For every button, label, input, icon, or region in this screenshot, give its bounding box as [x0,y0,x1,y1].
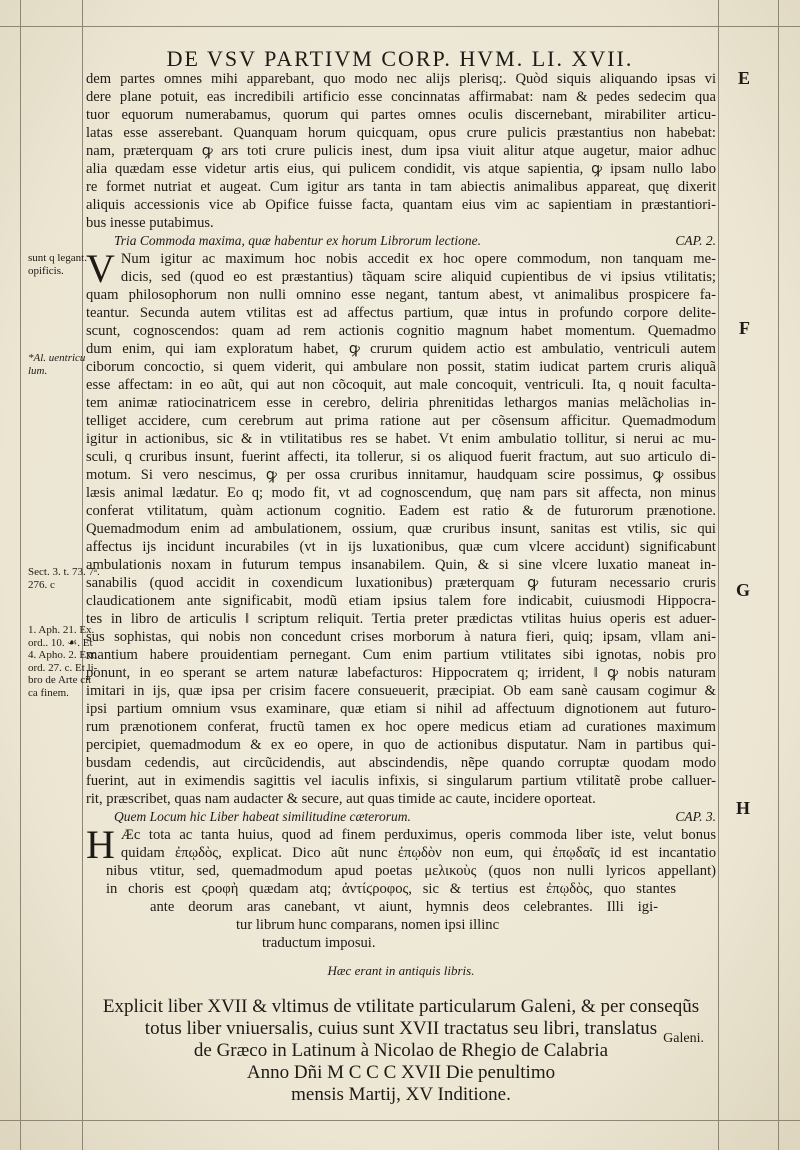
margin-note-line: lum. [28,364,48,377]
text-line: Quemadmodum enim ad ambulationem, ossium, quæ cruribus insunt, sanitas est vtilis, sic qui [86,521,716,537]
margin-note-line: ca finem. [28,686,69,699]
text-line: traductum imposui. [262,935,376,951]
ruling-line [0,26,800,27]
text-line: quam philosophorum non nulli omnino esse negant, tantum abest, vt animalibus prospicere fa- [86,287,716,303]
text-line: quidam ἐπῳδὸς, explicat. Dico aũt nunc ἐπῳδὸν non eum, qui ἐπῳδαῖς id est incantatio [120,845,716,861]
margin-note-line: opificis. [28,264,64,277]
margin-note [28,252,87,277]
text-line: sus sophistas, qui nobis non concedunt crises morborum à natura fieri, quiq; ipsam, vllam ani- [86,629,716,645]
text-line: percipiet, quemadmodum & ex eo opere, in quo de actionibus disputatur. Nam in partibus qui- [86,737,716,753]
text-line: ambulationis noxam in futurum tempus insanabilem. Quin, & si sine vlcere luxatio maneat in- [86,557,716,573]
text-line: telliget accidere, cum cerebrum aut prima ratione aut per cõsensum afficitur. Quemadmodum [86,413,716,429]
signature-mark: E [737,68,750,88]
text-line: claudicationem ante significabit, modũ etiam ipsius talem fore indicabit, cuiusmodi Hippocra- [86,593,716,609]
text-column [86,70,716,1106]
text-line: tes in libro de articulis ‖ scriptum reliquit. Tertia preter prædictas vtilitas huius operis est aduer- [86,611,716,627]
chapter-heading-title: Tria Commoda maxima, quæ habentur ex horum Librorum lectione. [114,233,481,248]
text-line: dere plane potuit, eas incredibili artificio esse concinnatas affirmabat: nam & pedes sedecim qua [86,89,716,105]
text-line: imitari in ijs, quæ ipsa per crisim facere consueuerit, præcipiat. Ob eam sanè causam cogimur & [86,683,716,699]
ruling-line [0,1120,800,1121]
paragraph-1 [86,70,716,232]
margin-note-line: Sect. 3. t. 73. 7ᵃ. [28,566,100,578]
chapter-3-heading [86,808,716,826]
text-line: dem partes omnes mihi apparebant, quo modo nec alijs plerisq;. Quòd siquis aliquando ipsas vi [86,71,716,87]
chapter-2-body [86,250,716,808]
text-line: alia quædam esse videtur artis eius, qui pulicem condidit, vis atque sapientia, ꝙ ipsam nullo labo [86,161,716,177]
text-line: tur librum hunc comparans, nomen ipsi illinc [236,917,500,933]
ruling-line [20,0,21,1150]
text-line: igitur in actionibus, sic & in vtilitatibus res se habet. Vt enim ambulatio tollitur, si nerui ac mu- [86,431,716,447]
text-line: Num igitur ac maximum hoc nobis accedit ex hoc opere commodum, non tanquam me- [120,251,716,267]
colophon-line: Anno Dñi M C C C XVII Die penultimo [246,1062,556,1083]
text-line: dicis, sed (quod eo est præstantius) tãquam scire aliquid cupientibus de vi ipsius vtilitatis; [120,269,716,285]
text-line: teantur. Secunda autem vtilitas est ad affectus partium, quæ intus in profundo corpore delite- [86,305,716,321]
text-line: ipsi partium omnium vsus examinare, quæ etiam si nihil ad affectuum dignotionem aut futuro- [86,701,716,717]
text-line: fuerint, aut in eximendis sagittis vel iaculis infixis, si singularum partium vtilitatẽ probe calluer- [86,773,716,789]
text-line: dum enim, qui iam exploratum habet, ꝙ crurum quidem actio est ambulatio, ventriculi autem [86,341,716,357]
drop-cap: V [86,250,115,291]
text-line: ponunt, in eo sperant se artem naturæ labefacturos: Hippocratem q; irrident, ‖ ꝙ nobis naturam [86,665,716,681]
text-line: nibus vtitur, sed, quemadmodum apud poetas μελικοὺς (quos non nulli lyricos appellant) [106,863,716,879]
text-line: ciborum concoctio, si quem viderit, qui ambulare non possit, statim iudicat partem cruris aliquã [86,359,716,375]
margin-note-line: 1. Aph. 21. Ex. [28,624,95,636]
closing-note: Hæc erant in antiquis libris. [327,963,475,978]
colophon-line: totus liber vniuersalis, cuius sunt XVII tractatus seu libri, translatus [144,1018,658,1039]
colophon-line: mensis Martij, XV Inditione. [291,1084,511,1105]
colophon-line: de Græco in Latinum à Nicolao de Rhegio de Calabria [193,1040,609,1061]
text-line: in choris est ϛροφὴ quædam atq; ἀντίϛροφος, sic & tertius est ἐπῳδὸς, quo stantes [106,881,676,897]
signature-mark: F [739,318,750,338]
text-line: busdam cedendis, aut circũcidendis, aut abscindendis, nẽpe quando corruptæ quodam modo [86,755,716,771]
text-line: nam, præterquam ꝙ ars toti crure pulicis inest, dum ipsa viuit alitur atque augetur, maior adhuc [86,143,716,159]
margin-note-line: ord.. 10. ☙. Et [28,636,93,649]
margin-note-line: bro de Arte cit [28,674,92,686]
colophon-line: Explicit liber XVII & vltimus de vtilitate particularum Galeni, & per conseqũs [102,996,700,1017]
text-line: re formet nutriat et augeat. Cum igitur ars tanta in tam abiectis animalibus appareat, quę dixerit [86,179,716,195]
text-line: ante deorum aras canebant, vt aiunt, hymnis deos celebrantes. Illi igi- [150,899,658,915]
ruling-line [778,0,779,1150]
chapter-2-heading [86,232,716,250]
drop-cap: H [86,826,115,867]
margin-note-line: ord. 27. c. Et li- [28,661,98,674]
text-line: esse affectam: in eo aũt, qui aut non cõcoquit, aut male concoquit, ventriculi. Ita, q nouit faculta- [86,377,716,393]
text-line: tuor equorum numerabamus, quorum qui partes omnes oculis discernebant, mirabiliter articu- [86,107,716,123]
text-line: Æc tota ac tanta huius, quod ad finem perduximus, operis commoda liber iste, velut bonus [120,827,716,843]
text-line: rit, præscribet, quas nam audacter & secure, aut quas timide ac caute, incidere oporteat. [86,791,596,807]
margin-note-line: *Al. uentricu [28,352,86,364]
margin-note [28,624,97,699]
chapter-3-body [86,826,716,952]
text-line: tem animæ ratiocinatricem esse in cerebro, deliria phrenitidas lethargos manias melãcholias in- [86,395,716,411]
text-line: conferat vtilitatum, quàm actionum cognitio. Eadem est ratio & de futurorum prænotione. [86,503,716,519]
text-line: aliquis accessionis vice ab Opifice fuisse facta, quantam eius vim ac sapientiam in præstantiori- [86,197,716,213]
chapter-heading-title: Quem Locum hic Liber habeat similitudine cæterorum. [114,809,411,824]
running-head: DE VSV PARTIVM CORP. HVM. LI. XVII. [166,46,634,71]
explicit-colophon [86,996,716,1106]
text-line: læsis animal lædatur. Eo q; modo fit, vt ad cognoscendum, quę nam pars sit affecta, non minus [86,485,716,501]
margin-note [28,566,100,591]
text-line: scunt, cognoscendos: quam ad rem actionis cognitio magnum habet momentum. Quemadmo [86,323,716,339]
text-line: affectus ijs incidunt incurabiles (vt in ijs luxationibus, quæ cum vlcere accidunt) significabunt [86,539,716,555]
text-line: sanabilis (quod accidit in coxendicum luxationibus) præterquam ꝙ futuram necessario cruris [86,575,716,591]
signature-mark: G [735,580,750,600]
chapter-label: CAP. 3. [675,809,716,824]
text-line: bus inesse putabimus. [86,215,214,231]
signature-mark: H [735,798,750,818]
text-line: sculi, q cruribus insunt, fuerint affecti, ita tollerur, si os aliquod fuerit fractum, aut suo articulo di- [86,449,716,465]
text-line: latas esse asserebant. Quanquam horum quicquam, opus crure pulicis præstantius non habebat: [86,125,716,141]
text-line: rum prænotionem conferat, fructũ tamen ex hoc opere medicus etiam ad curationes maximum [86,719,716,735]
margin-note-line: 276. c [28,578,55,591]
margin-note-line: sunt q legant. [28,252,87,264]
ruling-line [718,0,719,1150]
text-line: motum. Si vero nescimus, ꝙ per ossa cruribus innitamur, haudquam scire possimus, ꝙ ossibus [86,467,716,483]
text-line: mantium habere prouidentiam pernegant. Cum enim partium vtilitates sibi ignotas, nobis pro [86,647,716,663]
catchword: Galeni. [663,1031,704,1046]
chapter-label: CAP. 2. [675,233,716,248]
margin-note-line: 4. Apho. 2. Ext. [28,649,98,661]
margin-note [28,352,85,377]
